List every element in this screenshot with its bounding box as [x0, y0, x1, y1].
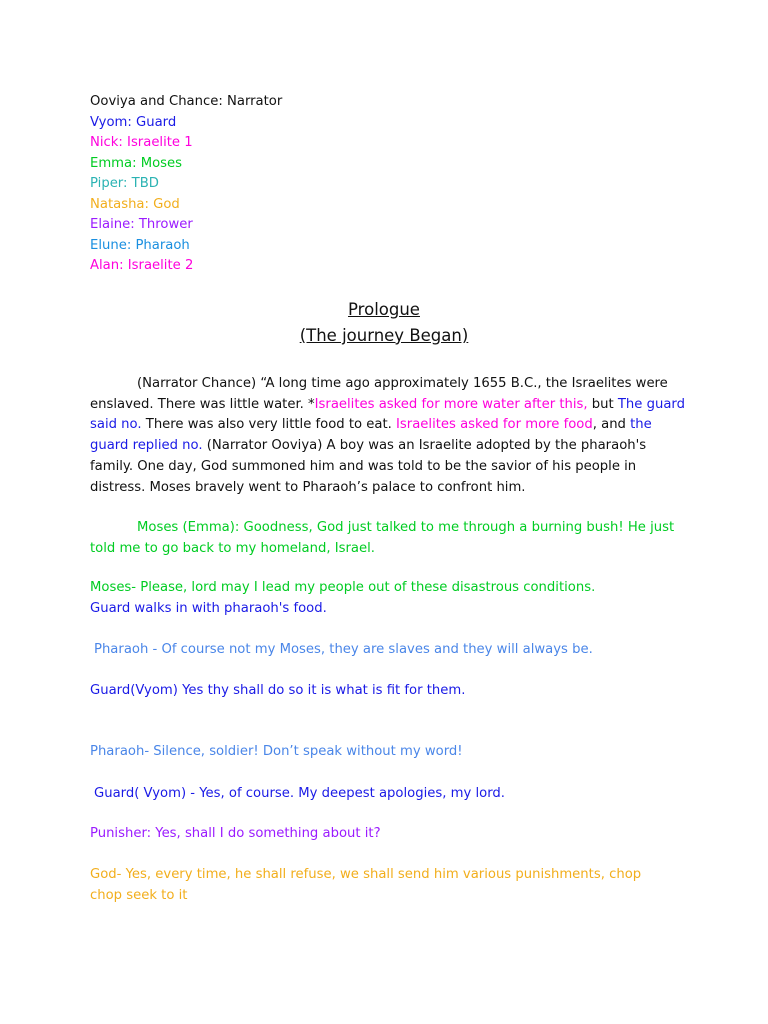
- cast-line: Piper: TBD: [90, 176, 159, 191]
- cast-line: Elune: Pharaoh: [90, 237, 190, 253]
- cast-line: Vyom: Guard: [90, 114, 177, 130]
- moses-dialogue: Moses- Please, lord may I lead my people out of these disastrous conditions.: [90, 580, 596, 595]
- narration-text: but: [587, 396, 618, 412]
- israelite-line: Israelites asked for more water after this,: [314, 396, 588, 412]
- god-dialogue: God- Yes, every time, he shall refuse, we shall send him various punishments, chop chop seek to it: [90, 867, 642, 903]
- narration-paragraph: [90, 374, 690, 498]
- cast-line: Elaine: Thrower: [90, 217, 193, 232]
- guard-line: The guard said no.: [90, 396, 685, 433]
- punisher-dialogue: Punisher: Yes, shall I do something about it?: [90, 826, 381, 841]
- cast-list: [90, 92, 282, 277]
- cast-line: Nick: Israelite 1: [90, 135, 193, 150]
- cast-line: Natasha: God: [90, 196, 180, 212]
- narration-text: , and: [592, 417, 631, 433]
- cast-line: Ooviya and Chance: Narrator: [90, 94, 283, 109]
- israelite-line: Israelites asked for more food: [396, 417, 593, 433]
- dialogue-text: Moses (Emma): Goodness, God just talked to me through a burning bush! He just told me to go back to my homeland, Israel.: [90, 520, 675, 556]
- moses-dialogue: [90, 518, 690, 559]
- narration-text: (Narrator Chance) “A long time ago approximately 1655 B.C., the Israelites were enslaved. There was little water. *: [90, 376, 668, 412]
- section-subtitle: (The journey Began): [299, 326, 469, 345]
- guard-line: the guard replied no.: [90, 417, 652, 454]
- cast-line: Emma: Moses: [90, 155, 183, 171]
- pharaoh-dialogue: Pharaoh- Silence, soldier! Don’t speak without my word!: [90, 744, 463, 759]
- section-title: Prologue: [348, 300, 420, 319]
- guard-dialogue: Guard(Vyom) Yes thy shall do so it is what is fit for them.: [90, 683, 466, 698]
- guard-dialogue: Guard( Vyom) - Yes, of course. My deepest apologies, my lord.: [94, 786, 505, 801]
- pharaoh-dialogue: Pharaoh - Of course not my Moses, they are slaves and they will always be.: [94, 642, 593, 657]
- stage-direction: Guard walks in with pharaoh's food.: [90, 601, 327, 616]
- narration-text: (Narrator Ooviya) A boy was an Israelite adopted by the pharaoh's family. One day, God summoned him and was told to be the savior of his people in distress. Moses bravely went to Pharaoh’s palace to confront him.: [90, 438, 647, 495]
- cast-line: Alan: Israelite 2: [90, 258, 194, 273]
- narration-text: There was also very little food to eat.: [141, 417, 397, 433]
